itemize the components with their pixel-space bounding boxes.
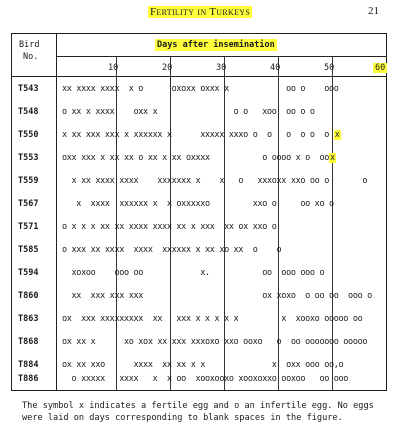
egg-pattern: ox xx x xo xox xx xxx xxxoxo xxo ooxo o oo ooooooo ooooo <box>62 337 368 347</box>
egg-pattern: o xxx xx xxxx xxxx xxxxxx x xx xo xx o o <box>62 245 282 255</box>
bird-label: T571 <box>18 222 39 232</box>
tick-label-50: 50 <box>324 63 335 73</box>
bird-label: T884 <box>18 360 39 370</box>
tick-label-30: 30 <box>216 63 227 73</box>
days-subheader-line <box>56 56 386 57</box>
highlighted-mark: x <box>334 130 340 140</box>
bird-label: T543 <box>18 84 39 94</box>
bird-header: Bird <box>19 40 40 50</box>
egg-pattern: ox xxx xxxxxxxxx xx xxx x x x x x x xooxo ooooo oo <box>62 314 363 324</box>
tick-label-20: 20 <box>162 63 173 73</box>
egg-record-row <box>62 222 277 232</box>
bird-label: T585 <box>18 245 39 255</box>
egg-record-row <box>62 84 339 94</box>
egg-record-row <box>62 130 341 140</box>
egg-pattern: x xx xxxx xxxx xxxxxxx x x o xxxoxx xxo oo o o <box>62 176 368 186</box>
bird-label: T594 <box>18 268 39 278</box>
bird-label: T550 <box>18 130 39 140</box>
egg-pattern: xoxoo ooo oo x. oo ooo ooo o <box>62 268 325 278</box>
fertility-table <box>11 33 387 391</box>
egg-pattern: xx xxx xxx xxx ox xoxo o oo oo ooo o <box>62 291 372 301</box>
egg-pattern: o xxxxx xxxx x x oo xooxooxo xooxoxxo ooxoo oo ooo <box>62 374 349 384</box>
days-after-insemination-header: Days after insemination <box>157 40 275 50</box>
figure-footnote: The symbol x indicates a fertile egg and o an infertile egg. No eggs were laid on days corresponding to blank spaces in the figure. <box>22 401 374 423</box>
bird-number-header: No. <box>23 52 39 62</box>
highlighted-mark: x <box>329 153 335 163</box>
egg-record-row <box>62 176 367 186</box>
bird-label: T559 <box>18 176 39 186</box>
egg-record-row <box>62 337 367 347</box>
header-separator <box>12 76 386 77</box>
egg-record-row <box>62 268 324 278</box>
egg-pattern: x xx xxx xxx x xxxxxx x xxxxx xxxo o o o o o o <box>62 130 329 140</box>
egg-record-row <box>62 374 348 384</box>
egg-record-row <box>62 314 362 324</box>
egg-record-row <box>62 199 334 209</box>
egg-pattern: xx xxxx xxxx x o oxoxx oxxx x oo o ooo <box>62 84 339 94</box>
bird-label: T567 <box>18 199 39 209</box>
bird-label: T868 <box>18 337 39 347</box>
bird-column-separator <box>56 34 57 390</box>
bird-label: T863 <box>18 314 39 324</box>
egg-record-row <box>62 291 372 301</box>
egg-pattern: o xx x xxxx oxx x o o xoo oo o o <box>62 107 315 117</box>
egg-pattern: ox xx xxo xxxx xx xx x x x oxx ooo oo,o <box>62 360 344 370</box>
tick-label-40: 40 <box>270 63 281 73</box>
egg-record-row <box>62 360 343 370</box>
bird-label: T886 <box>18 374 39 384</box>
egg-pattern: x xxxx xxxxxx x x oxxxxxo xxo o oo xo o <box>62 199 334 209</box>
egg-record-row <box>62 245 281 255</box>
tick-label-10: 10 <box>108 63 119 73</box>
bird-label: T548 <box>18 107 39 117</box>
tick-label-60: 60 <box>375 63 386 73</box>
page-number: 21 <box>368 5 379 17</box>
egg-record-row <box>62 153 336 163</box>
bird-label: T860 <box>18 291 39 301</box>
egg-record-row <box>62 107 315 117</box>
bird-label: T553 <box>18 153 39 163</box>
egg-pattern: oxx xxx x xx xx o xx x xx oxxxx o oooo x o oo <box>62 153 329 163</box>
running-title: Fertility in Turkeys <box>150 6 251 18</box>
egg-pattern: o x x x xx xx xxxx xxxx xx x xxx xx ox xxo o <box>62 222 277 232</box>
